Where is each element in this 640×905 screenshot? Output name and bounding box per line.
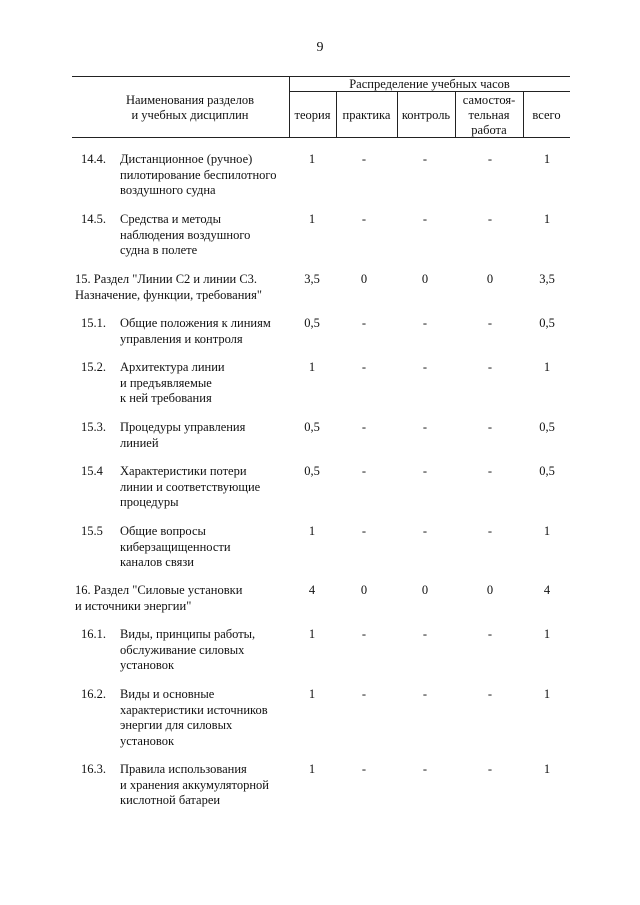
section-row	[0, 583, 640, 617]
cell-control: -	[422, 762, 428, 776]
header-col-self-1: самостоя-	[462, 93, 516, 107]
row-number: 16.3.	[81, 762, 106, 776]
cell-practice: -	[361, 212, 367, 226]
cell-theory: 4	[308, 583, 316, 597]
header-name-line-1: Наименования разделов	[125, 93, 254, 107]
cell-control: 0	[421, 583, 429, 597]
cell-total: 4	[543, 583, 551, 597]
cell-theory: 0,5	[304, 464, 320, 478]
row-name: Правила использования и хранения аккумуляторной кислотной батареи	[120, 762, 269, 807]
cell-practice: -	[361, 360, 367, 374]
cell-self-study: -	[487, 420, 493, 434]
table-row	[0, 627, 640, 677]
cell-total: 0,5	[539, 316, 555, 330]
cell-self-study: -	[487, 152, 493, 166]
cell-theory: 1	[308, 524, 316, 538]
row-name: Виды, принципы работы, обслуживание силовых установок	[120, 627, 256, 672]
cell-theory: 1	[308, 627, 316, 641]
cell-theory: 1	[308, 212, 316, 226]
row-name: Общие вопросы киберзащищенности каналов связи	[120, 524, 231, 569]
cell-control: -	[422, 524, 428, 538]
cell-total: 1	[543, 762, 551, 776]
cell-practice: 0	[360, 583, 368, 597]
header-col-total: всего	[532, 108, 561, 122]
cell-self-study: -	[487, 762, 493, 776]
cell-theory: 1	[308, 687, 316, 701]
cell-total: 1	[543, 360, 551, 374]
cell-total: 3,5	[539, 272, 555, 286]
row-number: 15.4	[81, 464, 103, 478]
header-name-line-2: и учебных дисциплин	[131, 108, 249, 122]
table-row	[0, 524, 640, 574]
table-row	[0, 152, 640, 202]
header-col-self-2: тельная	[468, 108, 510, 122]
cell-control: -	[422, 152, 428, 166]
row-name: Характеристики потери линии и соответствующие процедуры	[120, 464, 261, 509]
cell-theory: 0,5	[304, 316, 320, 330]
cell-practice: -	[361, 687, 367, 701]
cell-self-study: -	[487, 316, 493, 330]
cell-self-study: -	[487, 524, 493, 538]
section-title: 16. Раздел "Силовые установки и источники энергии"	[75, 583, 243, 613]
header-group-title: Распределение учебных часов	[349, 77, 510, 91]
cell-total: 1	[543, 212, 551, 226]
cell-practice: -	[361, 627, 367, 641]
cell-self-study: -	[487, 212, 493, 226]
cell-control: -	[422, 464, 428, 478]
table-row	[0, 687, 640, 751]
row-name: Виды и основные характеристики источников энергии для силовых установок	[120, 687, 268, 748]
cell-theory: 1	[308, 762, 316, 776]
page-number: 9	[316, 40, 324, 55]
row-name: Архитектура линии и предъявляемые к ней требования	[120, 360, 225, 405]
cell-self-study: 0	[486, 583, 494, 597]
section-title: 15. Раздел "Линии С2 и линии С3. Назначение, функции, требования"	[75, 272, 262, 302]
cell-self-study: -	[487, 464, 493, 478]
cell-total: 1	[543, 627, 551, 641]
cell-control: 0	[421, 272, 429, 286]
cell-practice: -	[361, 762, 367, 776]
cell-self-study: 0	[486, 272, 494, 286]
cell-self-study: -	[487, 360, 493, 374]
header-col-self-3: работа	[471, 123, 507, 137]
cell-control: -	[422, 212, 428, 226]
row-number: 16.1.	[81, 627, 106, 641]
table-row	[0, 420, 640, 454]
cell-practice: -	[361, 524, 367, 538]
table-row	[0, 762, 640, 812]
cell-theory: 1	[308, 152, 316, 166]
cell-practice: -	[361, 420, 367, 434]
cell-total: 1	[543, 687, 551, 701]
cell-total: 0,5	[539, 420, 555, 434]
cell-self-study: -	[487, 687, 493, 701]
table-row	[0, 360, 640, 410]
row-number: 15.2.	[81, 360, 106, 374]
cell-control: -	[422, 316, 428, 330]
row-name: Дистанционное (ручное) пилотирование беспилотного воздушного судна	[120, 152, 277, 197]
row-number: 15.5	[81, 524, 103, 538]
row-name: Общие положения к линиям управления и контроля	[120, 316, 271, 346]
header-col-theory: теория	[294, 108, 331, 122]
cell-practice: -	[361, 316, 367, 330]
cell-theory: 3,5	[304, 272, 320, 286]
cell-control: -	[422, 687, 428, 701]
cell-theory: 1	[308, 360, 316, 374]
row-number: 16.2.	[81, 687, 106, 701]
header-col-control: контроль	[401, 108, 451, 122]
cell-control: -	[422, 360, 428, 374]
cell-total: 1	[543, 152, 551, 166]
cell-practice: 0	[360, 272, 368, 286]
row-number: 14.5.	[81, 212, 106, 226]
cell-total: 1	[543, 524, 551, 538]
row-number: 15.3.	[81, 420, 106, 434]
row-number: 14.4.	[81, 152, 106, 166]
header-col-practice: практика	[342, 108, 391, 122]
table-row	[0, 316, 640, 350]
cell-practice: -	[361, 152, 367, 166]
cell-control: -	[422, 420, 428, 434]
table-row	[0, 464, 640, 514]
cell-control: -	[422, 627, 428, 641]
cell-self-study: -	[487, 627, 493, 641]
row-name: Средства и методы наблюдения воздушного судна в полете	[120, 212, 251, 257]
cell-total: 0,5	[539, 464, 555, 478]
row-number: 15.1.	[81, 316, 106, 330]
cell-theory: 0,5	[304, 420, 320, 434]
cell-practice: -	[361, 464, 367, 478]
section-row	[0, 272, 640, 306]
row-name: Процедуры управления линией	[120, 420, 246, 450]
table-row	[0, 212, 640, 262]
